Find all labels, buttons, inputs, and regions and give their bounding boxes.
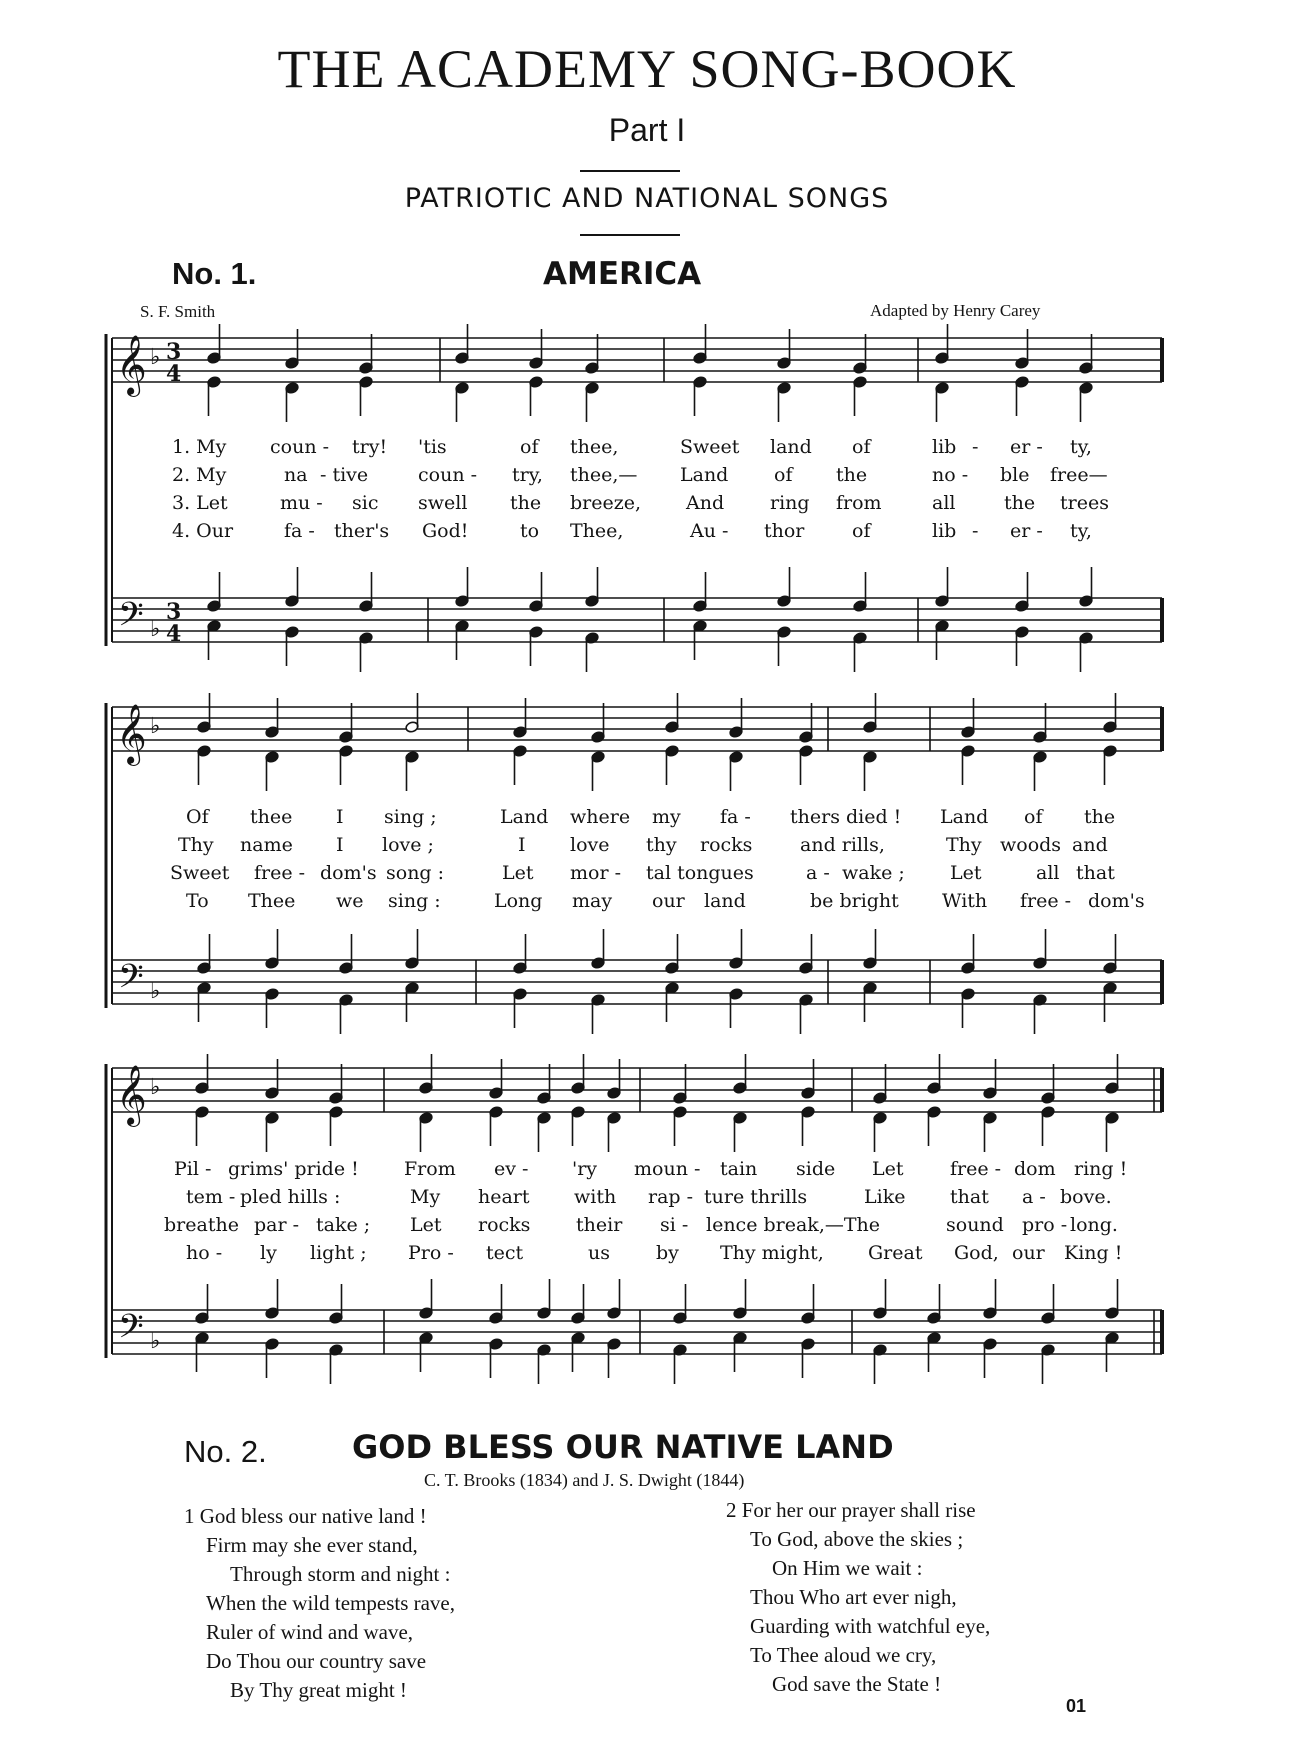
lyric-syllable: land bbox=[770, 436, 812, 458]
key-signature-flat: ♭ bbox=[150, 1074, 161, 1100]
lyric-syllable: may bbox=[572, 890, 613, 912]
lyric-syllable: thee,— bbox=[570, 464, 638, 486]
lyric-syllable: 3. Let bbox=[172, 492, 228, 514]
lyric-syllable: 4. Our bbox=[172, 520, 234, 542]
lyric-syllable: all bbox=[1036, 862, 1060, 884]
lyric-syllable: par - bbox=[254, 1214, 300, 1236]
lyric-syllable: fa - bbox=[720, 806, 751, 828]
lyric-syllable: thee, bbox=[570, 436, 619, 458]
verse-line: Firm may she ever stand, bbox=[206, 1533, 418, 1557]
lyric-syllable: Great bbox=[868, 1242, 923, 1264]
lyric-syllable: thor bbox=[764, 520, 805, 542]
lyric-syllable: And bbox=[686, 492, 725, 514]
key-signature-flat: ♭ bbox=[150, 616, 161, 642]
lyric-syllable: 1. My bbox=[172, 436, 227, 458]
lyric-syllable: Pil - bbox=[174, 1158, 212, 1180]
lyric-syllable: rocks bbox=[478, 1214, 531, 1236]
lyric-syllable: ty, bbox=[1070, 520, 1092, 542]
lyric-syllable: Of bbox=[186, 806, 209, 828]
lyricist-credit: S. F. Smith bbox=[140, 302, 216, 321]
key-signature-flat: ♭ bbox=[150, 713, 161, 739]
lyric-syllable: where bbox=[570, 806, 631, 828]
lyric-syllable: free— bbox=[1050, 464, 1108, 486]
lyric-syllable: ev - bbox=[494, 1158, 529, 1180]
song-number: No. 1. bbox=[172, 256, 257, 291]
lyric-syllable: the bbox=[836, 464, 868, 486]
verse-line: When the wild tempests rave, bbox=[206, 1591, 456, 1615]
lyric-syllable: sing ; bbox=[384, 806, 437, 828]
lyric-syllable: of bbox=[520, 436, 539, 458]
time-signature: 4 bbox=[166, 361, 182, 387]
key-signature-flat: ♭ bbox=[150, 978, 161, 1004]
lyric-syllable: and bbox=[1072, 834, 1108, 856]
lyric-syllable: woods bbox=[1000, 834, 1062, 856]
lyric-syllable: tal tongues bbox=[646, 862, 754, 884]
lyric-syllable: 'tis bbox=[418, 436, 447, 458]
bass-clef: 𝄢 bbox=[118, 1308, 144, 1354]
lyric-syllable: Thy bbox=[178, 834, 214, 856]
lyric-syllable: of bbox=[1024, 806, 1043, 828]
lyric-syllable: long. bbox=[1070, 1214, 1118, 1236]
lyric-syllable: our bbox=[1012, 1242, 1045, 1264]
lyric-syllable: breeze, bbox=[570, 492, 642, 514]
lyric-syllable: lence break,—The bbox=[706, 1214, 881, 1236]
lyric-syllable: Sweet bbox=[170, 862, 230, 884]
part-heading: Part I bbox=[608, 112, 686, 148]
lyric-syllable: With bbox=[942, 890, 988, 912]
lyric-syllable: pled hills : bbox=[240, 1186, 341, 1208]
lyric-syllable: er - bbox=[1010, 520, 1043, 542]
lyric-syllable: God, bbox=[954, 1242, 999, 1264]
lyric-syllable: 'ry bbox=[572, 1158, 598, 1180]
lyric-syllable: dom's bbox=[1088, 890, 1145, 912]
lyric-syllable: sic bbox=[352, 492, 379, 514]
song-number: No. 2. bbox=[184, 1434, 267, 1469]
verse-line: Thou Who art ever nigh, bbox=[750, 1585, 957, 1609]
lyric-syllable: ble bbox=[1000, 464, 1030, 486]
section-heading: PATRIOTIC AND NATIONAL SONGS bbox=[404, 183, 890, 214]
song-title: GOD BLESS OUR NATIVE LAND bbox=[352, 1428, 894, 1466]
book-title: THE ACADEMY SONG-BOOK bbox=[277, 39, 1017, 99]
verse-line: 1 God bless our native land ! bbox=[184, 1504, 427, 1528]
time-signature: 3 bbox=[166, 339, 182, 365]
lyric-syllable: dom's bbox=[320, 862, 377, 884]
lyric-syllable: breathe bbox=[164, 1214, 239, 1236]
lyric-syllable: ring bbox=[770, 492, 810, 514]
lyric-syllable: lib bbox=[932, 436, 957, 458]
composer-credit: Adapted by Henry Carey bbox=[870, 301, 1041, 320]
lyric-syllable: King ! bbox=[1064, 1242, 1123, 1264]
lyric-syllable: side bbox=[796, 1158, 836, 1180]
lyric-syllable: the bbox=[1004, 492, 1036, 514]
lyric-syllable: 2. My bbox=[172, 464, 227, 486]
lyric-syllable: swell bbox=[418, 492, 468, 514]
lyric-syllable: try! bbox=[352, 436, 388, 458]
lyric-syllable: to bbox=[520, 520, 540, 542]
lyric-syllable: love bbox=[570, 834, 610, 856]
lyric-syllable: no - bbox=[932, 464, 969, 486]
lyric-syllable: lib bbox=[932, 520, 957, 542]
lyric-syllable: mor - bbox=[570, 862, 621, 884]
lyric-syllable: and rills, bbox=[800, 834, 885, 856]
lyric-syllable: From bbox=[404, 1158, 456, 1180]
lyric-syllable: ty, bbox=[1070, 436, 1092, 458]
verse-line: To God, above the skies ; bbox=[750, 1527, 964, 1551]
lyric-syllable: ly bbox=[260, 1242, 277, 1264]
bass-clef: 𝄢 bbox=[118, 596, 144, 642]
lyric-syllable: ther's bbox=[334, 520, 390, 542]
page-number: 01 bbox=[1066, 1696, 1087, 1716]
lyric-syllable: Let bbox=[502, 862, 534, 884]
lyric-syllable: Thee bbox=[248, 890, 296, 912]
lyric-syllable: I bbox=[518, 834, 526, 856]
lyric-syllable: that bbox=[1076, 862, 1115, 884]
lyric-syllable: of bbox=[774, 464, 793, 486]
lyric-syllable: a - bbox=[806, 862, 830, 884]
lyric-syllable: a - bbox=[1022, 1186, 1046, 1208]
key-signature-flat: ♭ bbox=[150, 344, 161, 370]
lyric-syllable: try, bbox=[512, 464, 543, 486]
treble-clef: 𝄞 bbox=[116, 704, 147, 764]
lyric-syllable: of bbox=[852, 520, 871, 542]
verse-line: Through storm and night : bbox=[230, 1562, 451, 1586]
lyric-syllable: land bbox=[704, 890, 746, 912]
time-signature: 3 bbox=[166, 599, 182, 625]
lyric-syllable: free - bbox=[254, 862, 306, 884]
lyric-syllable: Let bbox=[410, 1214, 442, 1236]
lyric-syllable: take ; bbox=[316, 1214, 371, 1236]
lyric-syllable: my bbox=[652, 806, 681, 828]
lyric-syllable: Land bbox=[940, 806, 989, 828]
lyric-syllable: I bbox=[336, 806, 344, 828]
lyric-syllable: our bbox=[652, 890, 685, 912]
lyric-syllable: wake ; bbox=[842, 862, 905, 884]
lyric-syllable: we bbox=[336, 890, 364, 912]
lyric-syllable: with bbox=[574, 1186, 617, 1208]
lyric-syllable: Like bbox=[864, 1186, 906, 1208]
lyric-syllable: trees bbox=[1060, 492, 1109, 514]
lyric-syllable: ring ! bbox=[1074, 1158, 1128, 1180]
time-signature: 4 bbox=[166, 621, 182, 647]
bass-clef: 𝄢 bbox=[118, 958, 144, 1004]
lyric-syllable: sound bbox=[946, 1214, 1004, 1236]
lyric-syllable: My bbox=[410, 1186, 441, 1208]
lyric-syllable: thee bbox=[250, 806, 293, 828]
lyric-syllable: coun - bbox=[270, 436, 330, 458]
lyric-syllable: Land bbox=[680, 464, 729, 486]
verse-line: 2 For her our prayer shall rise bbox=[726, 1498, 976, 1522]
verse-line: Guarding with watchful eye, bbox=[750, 1614, 991, 1638]
lyric-syllable: rocks bbox=[700, 834, 753, 856]
verse-line: Do Thou our country save bbox=[206, 1649, 427, 1673]
lyric-syllable: - tive bbox=[320, 464, 369, 486]
lyric-syllable: Let bbox=[950, 862, 982, 884]
lyric-syllable: ho - bbox=[186, 1242, 223, 1264]
lyric-syllable: tem - bbox=[186, 1186, 236, 1208]
lyric-syllable: mu - bbox=[280, 492, 323, 514]
lyric-syllable: love ; bbox=[382, 834, 434, 856]
lyric-syllable: I bbox=[336, 834, 344, 856]
lyric-syllable: moun - bbox=[634, 1158, 701, 1180]
lyric-syllable: si - bbox=[660, 1214, 689, 1236]
lyric-syllable: tain bbox=[720, 1158, 758, 1180]
lyric-syllable: thers died ! bbox=[790, 806, 902, 828]
lyric-syllable: fa - bbox=[284, 520, 315, 542]
lyric-syllable: pro - bbox=[1022, 1214, 1068, 1236]
lyric-syllable: the bbox=[510, 492, 542, 514]
lyric-syllable: thy bbox=[646, 834, 677, 856]
lyric-syllable: Let bbox=[872, 1158, 904, 1180]
lyric-syllable: us bbox=[588, 1242, 610, 1264]
lyric-syllable: grims' pride ! bbox=[228, 1158, 359, 1180]
lyric-syllable: that bbox=[950, 1186, 989, 1208]
lyric-syllable: heart bbox=[478, 1186, 530, 1208]
lyric-syllable: Sweet bbox=[680, 436, 740, 458]
lyric-syllable: light ; bbox=[310, 1242, 367, 1264]
lyric-syllable: Land bbox=[500, 806, 549, 828]
lyric-syllable: the bbox=[1084, 806, 1116, 828]
key-signature-flat: ♭ bbox=[150, 1328, 161, 1354]
lyric-syllable: Long bbox=[494, 890, 543, 912]
lyric-syllable: their bbox=[576, 1214, 623, 1236]
verse-line: To Thee aloud we cry, bbox=[750, 1643, 937, 1667]
lyric-syllable: Thy might, bbox=[720, 1242, 824, 1264]
lyric-syllable: free - bbox=[1020, 890, 1072, 912]
lyric-syllable: God! bbox=[422, 520, 469, 542]
lyric-syllable: Thee, bbox=[570, 520, 624, 542]
lyric-syllable: To bbox=[186, 890, 209, 912]
lyric-syllable: Au - bbox=[690, 520, 729, 542]
lyric-syllable: name bbox=[240, 834, 293, 856]
lyric-syllable: - bbox=[972, 436, 979, 458]
verse-line: On Him we wait : bbox=[772, 1556, 923, 1580]
lyric-syllable: rap - bbox=[648, 1186, 694, 1208]
lyric-syllable: er - bbox=[1010, 436, 1043, 458]
verse-line: By Thy great might ! bbox=[230, 1678, 407, 1702]
lyric-syllable: tect bbox=[486, 1242, 524, 1264]
lyric-syllable: na bbox=[284, 464, 308, 486]
treble-clef: 𝄞 bbox=[116, 1065, 147, 1125]
lyric-syllable: of bbox=[852, 436, 871, 458]
lyric-syllable: - bbox=[972, 520, 979, 542]
lyric-syllable: song : bbox=[386, 862, 445, 884]
lyric-syllable: dom bbox=[1014, 1158, 1056, 1180]
lyric-syllable: be bright bbox=[810, 890, 899, 912]
lyric-syllable: sing : bbox=[388, 890, 441, 912]
treble-clef: 𝄞 bbox=[116, 335, 147, 395]
verse-line: God save the State ! bbox=[772, 1672, 942, 1696]
lyric-syllable: free - bbox=[950, 1158, 1002, 1180]
lyric-syllable: by bbox=[656, 1242, 679, 1264]
lyric-syllable: from bbox=[836, 492, 882, 514]
song-title: AMERICA bbox=[543, 256, 702, 292]
lyric-syllable: Thy bbox=[946, 834, 982, 856]
lyric-syllable: Pro - bbox=[408, 1242, 454, 1264]
song-credit: C. T. Brooks (1834) and J. S. Dwight (1844) bbox=[424, 1470, 745, 1490]
verse-line: Ruler of wind and wave, bbox=[206, 1620, 414, 1644]
lyric-syllable: ture thrills bbox=[704, 1186, 808, 1208]
lyric-syllable: all bbox=[932, 492, 956, 514]
lyric-syllable: bove. bbox=[1060, 1186, 1112, 1208]
lyric-syllable: coun - bbox=[418, 464, 478, 486]
